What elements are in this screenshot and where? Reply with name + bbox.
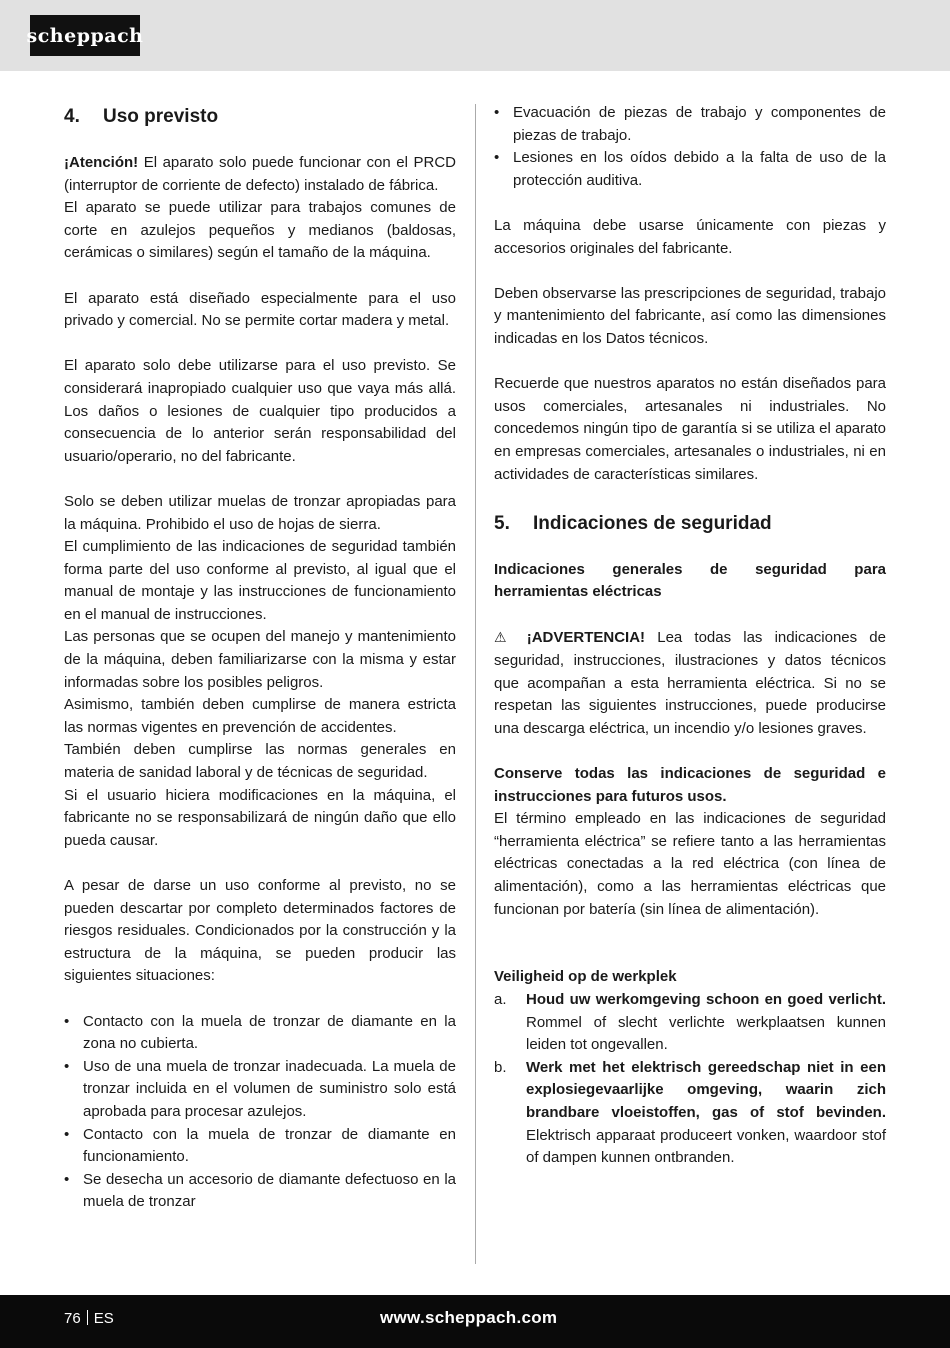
paragraph: Deben observarse las prescripciones de seguridad, trabajo y mantenimiento del fabricante, así como las dimensiones indicadas en los Datos técnicos. xyxy=(494,284,886,347)
list-marker: b. xyxy=(494,1058,507,1076)
paragraph: El aparato solo debe utilizarse para el uso previsto. Se considerará inapropiado cualquier uso que vaya más allá. Los daños o lesiones de cualquier tipo producidos a consecuencia de lo anterior serán responsabilidad del usuario/operario, no del fabricante. xyxy=(64,357,456,465)
section-title: Indicaciones de seguridad xyxy=(533,512,772,534)
section-number: 5. xyxy=(494,512,510,534)
paragraph: Asimismo, también deben cumplirse de manera estricta las normas vigentes en prevención de accidentes. xyxy=(64,696,456,736)
warning-paragraph xyxy=(494,626,886,740)
page-number: 76 xyxy=(64,1310,81,1327)
scheppach-logo: scheppach xyxy=(30,15,140,56)
paragraph: El aparato está diseñado especialmente para el uso privado y comercial. No se permite cortar madera y metal. xyxy=(64,289,456,330)
list-item: • Contacto con la muela de tronzar de diamante en funcionamiento. xyxy=(64,1124,456,1169)
page-footer xyxy=(0,1295,950,1348)
subheading: Veiligheid op de werkplek xyxy=(494,968,677,986)
column-divider xyxy=(475,104,476,1264)
paragraph-text: El aparato solo puede funcionar con el PRCD (interruptor de corriente de defecto) instalado de fábrica. xyxy=(64,154,456,194)
list-marker: a. xyxy=(494,990,507,1008)
page-info xyxy=(64,1310,114,1327)
residual-risk-list xyxy=(64,1011,456,1214)
section-5-heading xyxy=(494,509,886,539)
section-title: Uso previsto xyxy=(103,106,219,127)
paragraph: El aparato se puede utilizar para trabajos comunes de corte en azulejos pequeños y medianos (baldosas, cerámicas o similares) según el tamaño de la máquina. xyxy=(64,199,456,262)
website-link[interactable]: www.scheppach.com xyxy=(380,1308,558,1327)
left-column xyxy=(64,102,456,1237)
list-item: • Evacuación de piezas de trabajo y componentes de piezas de trabajo. xyxy=(494,102,886,147)
paragraph: Si el usuario hiciera modificaciones en la máquina, el fabricante no se responsabilizará de ningún daño que ello pueda causar. xyxy=(64,786,456,849)
right-column xyxy=(494,102,886,1170)
paragraph xyxy=(64,152,456,197)
attention-label: ¡Atención! xyxy=(64,154,139,171)
section-4-heading xyxy=(64,102,456,132)
paragraph: Solo se deben utilizar muelas de tronzar apropiadas para la máquina. Prohibido el uso de hojas de sierra. xyxy=(64,492,456,533)
paragraph: La máquina debe usarse únicamente con piezas y accesorios originales del fabricante. xyxy=(494,216,886,257)
warning-label: ¡ADVERTENCIA! xyxy=(526,629,646,647)
paragraph: Recuerde que nuestros aparatos no están diseñados para usos comerciales, artesanales ni industriales. No concedemos ningún tipo de garantía si se utiliza el aparato en empresas comerciales, artesanales o industriales, ni en actividades de características similares. xyxy=(494,375,886,483)
separator xyxy=(87,1310,88,1325)
paragraph-text: Lea todas las indicaciones de seguridad, instrucciones, ilustraciones y datos técnicos que acompañan a esta herramienta eléctrica. Si no se respetan las siguientes instrucciones, puede producirse una descarga eléctrica, un incendio y/o lesiones graves. xyxy=(494,629,886,737)
list-item: • Lesiones en los oídos debido a la falta de uso de la protección auditiva. xyxy=(494,147,886,192)
list-item-text: Rommel of slecht verlichte werkplaatsen kunnen leiden tot ongevallen. xyxy=(526,1013,886,1054)
keep-instructions-heading: Conserve todas las indicaciones de seguridad e instrucciones para futuros usos. xyxy=(494,765,886,805)
list-item: • Se desecha un accesorio de diamante defectuoso en la muela de tronzar xyxy=(64,1169,456,1214)
list-item-bold: Houd uw werkomgeving schoon en goed verlicht. xyxy=(526,990,886,1008)
paragraph: El término empleado en las indicaciones de seguridad “herramienta eléctrica” se refiere tanto a las herramientas eléctricas conectadas a la red eléctrica (con línea de alimentación), como a las herramientas eléctricas que funcionan por batería (sin línea de alimentación). xyxy=(494,810,886,918)
paragraph: También deben cumplirse las normas generales en materia de sanidad laboral y de técnicas de seguridad. xyxy=(64,741,456,782)
list-item xyxy=(494,1057,886,1170)
list-item xyxy=(494,989,886,1057)
list-item-text: Elektrisch apparaat produceert vonken, waardoor stof of dampen kunnen ontbranden. xyxy=(526,1126,886,1167)
workplace-safety-list xyxy=(494,989,886,1170)
paragraph: Las personas que se ocupen del manejo y mantenimiento de la máquina, deben familiarizarse con la misma y estar informadas sobre los posibles peligros. xyxy=(64,628,456,691)
page-header xyxy=(0,0,950,71)
warning-triangle-icon: ⚠ xyxy=(494,629,515,646)
paragraph: A pesar de darse un uso conforme al previsto, no se pueden descartar por completo determinados factores de riesgos residuales. Condicionados por la construcción y la estructura de la máquina, se pueden producir las siguientes situaciones: xyxy=(64,877,456,985)
residual-risk-list-continued xyxy=(494,102,886,192)
list-item: • Contacto con la muela de tronzar de diamante en la zona no cubierta. xyxy=(64,1011,456,1056)
section-number: 4. xyxy=(64,106,80,127)
language-code: ES xyxy=(93,1310,114,1327)
paragraph: El cumplimiento de las indicaciones de seguridad también forma parte del uso conforme al previsto, al igual que el manual de montaje y las instrucciones de funcionamiento en el manual de instrucciones. xyxy=(64,538,456,623)
subheading: Indicaciones generales de seguridad para herramientas eléctricas xyxy=(494,560,886,601)
list-item: • Uso de una muela de tronzar inadecuada. La muela de tronzar incluida en el volumen de suministro solo está aprobada para procesar azulejos. xyxy=(64,1056,456,1124)
list-item-bold: Werk met het elektrisch gereedschap niet in een explosiegevaarlijke omgeving, waarin zich brandbare vloeistoffen, gas of stof bevinden. xyxy=(526,1058,886,1121)
